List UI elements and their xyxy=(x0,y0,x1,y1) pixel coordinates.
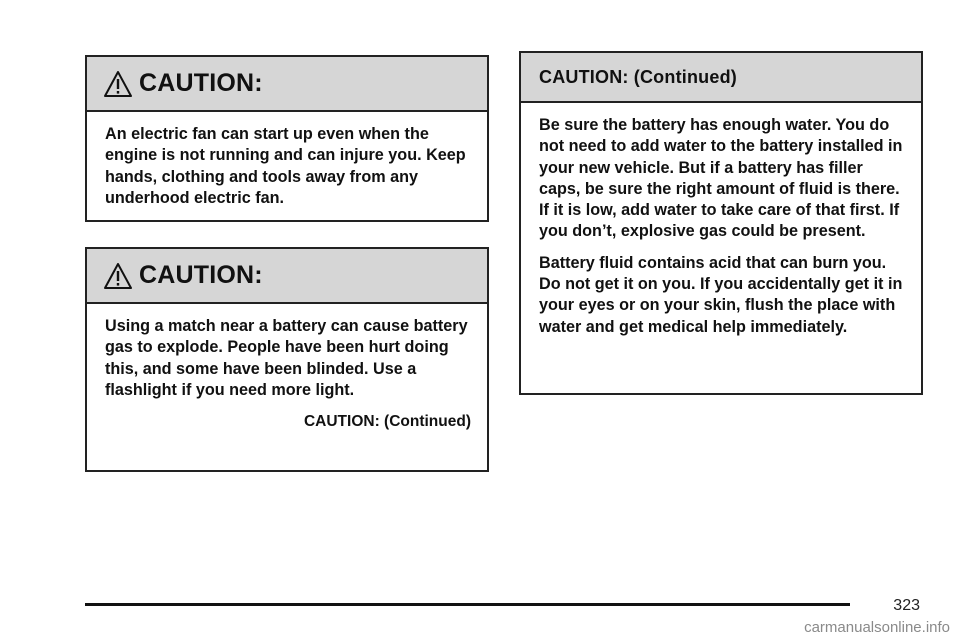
caution-body xyxy=(521,103,921,338)
caution-continued-title: CAUTION: (Continued) xyxy=(539,66,737,87)
caution-title: CAUTION: xyxy=(139,69,263,97)
caution-continued-label: CAUTION: (Continued) xyxy=(303,413,471,431)
caution-title: CAUTION: xyxy=(139,261,263,289)
caution-body xyxy=(87,304,487,432)
page-number: 323 xyxy=(893,597,920,614)
caution-box-fan xyxy=(85,55,489,222)
caution-text: An electric fan can start up even when the engine is not running and can injure you. Keep hands, clothing and tools away from any underhood electric fan. xyxy=(105,125,466,207)
caution-paragraph-water: Be sure the battery has enough water. You do not need to add water to the battery installed in your new vehicle. But if a battery has filler caps, be sure the right amount of fluid is there. If it is low, add water to take care of that first. If you don’t, explosive gas could be present. xyxy=(539,116,903,241)
caution-text: Using a match near a battery can cause battery gas to explode. People have been hurt doing this, and some have been blinded. Use a flashlight if you need more light. xyxy=(105,317,468,399)
caution-header xyxy=(87,249,487,304)
caution-header xyxy=(521,53,921,103)
caution-box-match xyxy=(85,247,489,472)
caution-box-continued xyxy=(519,51,923,395)
caution-header xyxy=(87,57,487,112)
caution-body xyxy=(87,112,487,209)
watermark: carmanualsonline.info xyxy=(804,619,950,636)
caution-paragraph-acid: Battery fluid contains acid that can burn you. Do not get it on you. If you accidentally get it in your eyes or on your skin, flush the place with water and get medical help immediately. xyxy=(539,253,903,336)
warning-triangle-icon xyxy=(103,261,133,291)
footer-rule xyxy=(85,603,850,606)
warning-triangle-icon xyxy=(103,69,133,99)
